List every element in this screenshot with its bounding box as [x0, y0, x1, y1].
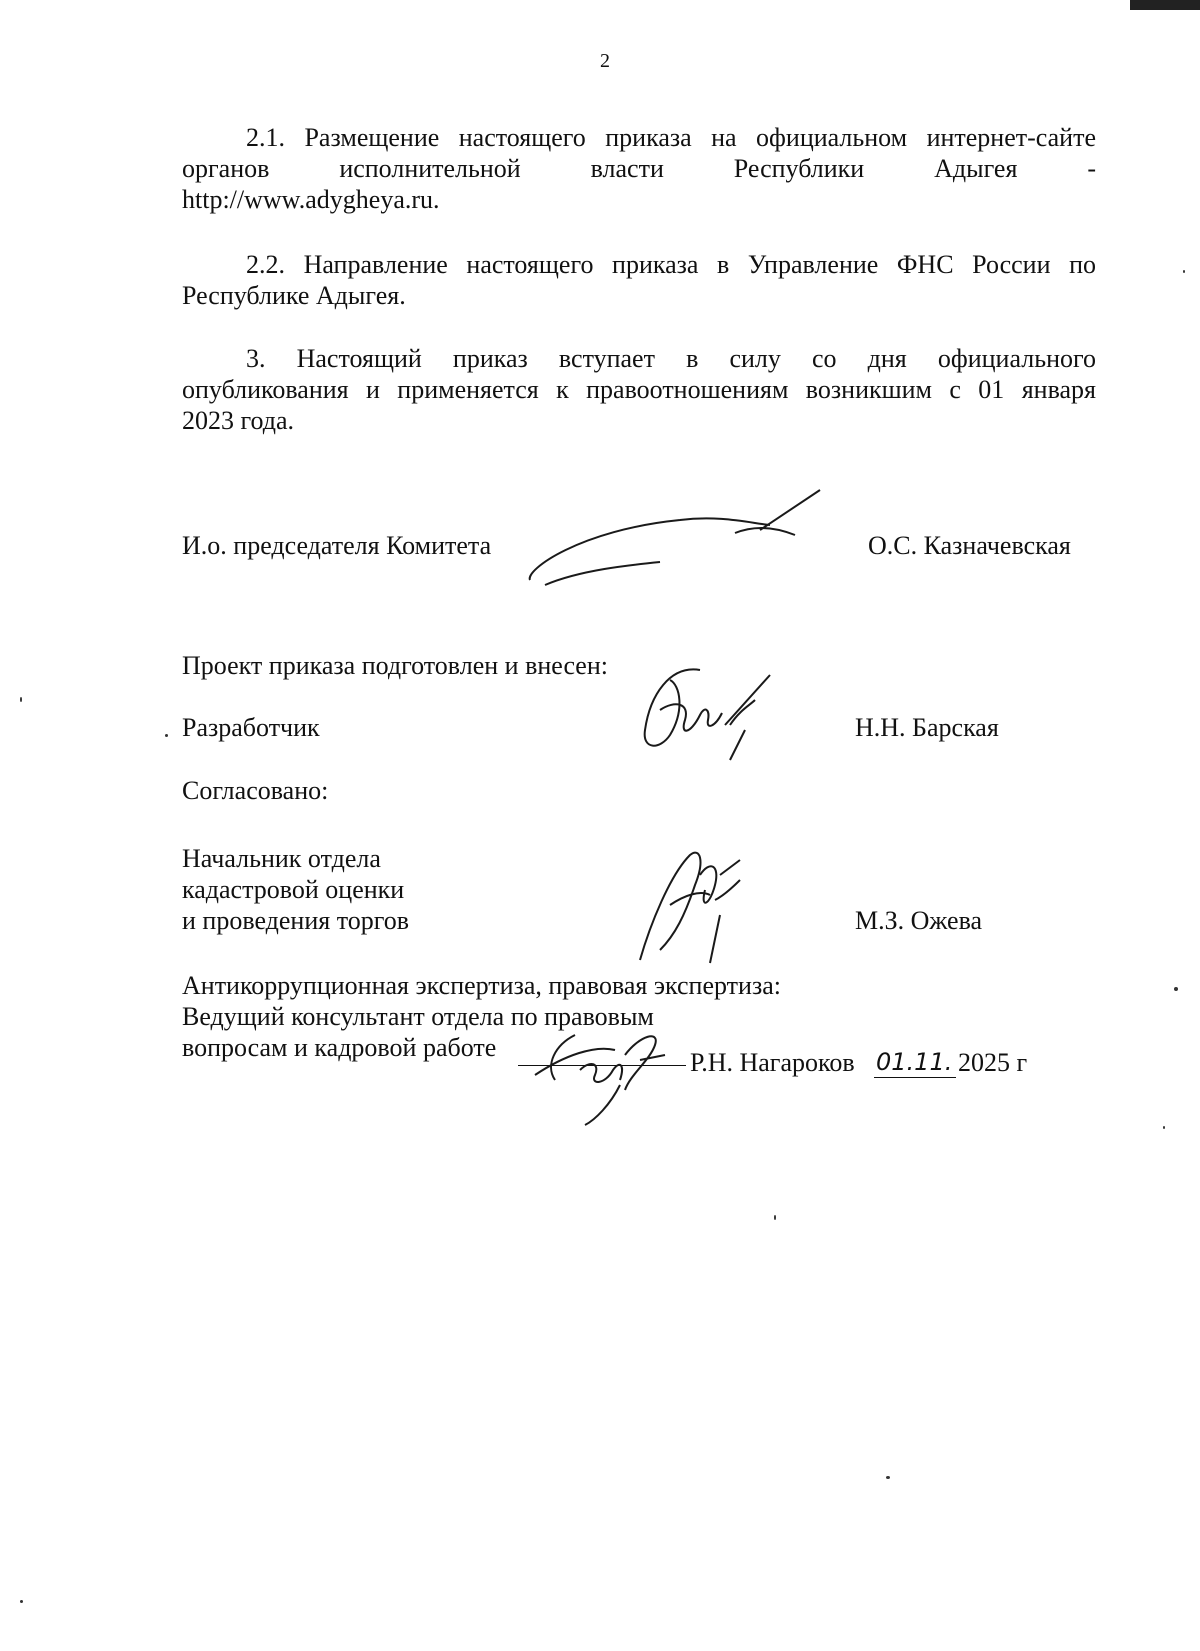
paragraph-3-line-1: 3. Настоящий приказ вступает в силу со дня официального: [246, 344, 1096, 373]
paragraph-3-line-2: опубликования и применяется к правоотношениям возникшим с 01 января: [182, 375, 1096, 404]
scan-speck: [165, 734, 168, 737]
scan-speck: [886, 1476, 890, 1479]
scan-speck: [20, 1600, 23, 1603]
head-dept-name: М.З. Ожева: [855, 906, 983, 935]
consultant-signature: [525, 1025, 685, 1130]
date-underline: [874, 1077, 956, 1078]
head-dept-role-line-3: и проведения торгов: [182, 906, 410, 935]
scan-speck: [20, 697, 22, 702]
head-dept-role-line-1: Начальник отдела: [182, 844, 381, 873]
chair-role: И.о. председателя Комитета: [182, 531, 492, 560]
year-suffix: 2025 г: [958, 1048, 1028, 1077]
head-dept-signature: [630, 845, 760, 965]
developer-name: Н.Н. Барская: [855, 713, 999, 742]
scan-speck: [1163, 1126, 1165, 1129]
head-dept-role-line-2: кадастровой оценки: [182, 875, 405, 904]
consultant-role-line-2: вопросам и кадровой работе: [182, 1033, 497, 1062]
chair-signature: [520, 485, 840, 595]
expertise-label: Антикоррупционная экспертиза, правовая экспертиза:: [182, 971, 781, 1000]
paragraph-3-line-3: 2023 года.: [182, 406, 295, 435]
word: власти: [590, 154, 664, 183]
paragraph-2-1: [182, 122, 1096, 215]
word: -: [1087, 154, 1096, 183]
paragraph-2-2-line-1: 2.2. Направление настоящего приказа в Управление ФНС России по: [246, 250, 1096, 279]
scan-speck: [1174, 987, 1178, 991]
agreed-label: Согласовано:: [182, 776, 329, 805]
paragraph-2-2-line-2: Республике Адыгея.: [182, 281, 406, 310]
word: Адыгея: [934, 154, 1018, 183]
paragraph-3: [182, 343, 1096, 436]
developer-signature: [630, 655, 790, 765]
paragraph-2-1-line-1: 2.1. Размещение настоящего приказа на официальном интернет-сайте: [246, 123, 1096, 152]
consultant-role-line-1: Ведущий консультант отдела по правовым: [182, 1002, 654, 1031]
word: Республики: [733, 154, 865, 183]
consultant-name: Р.Н. Нагароков: [690, 1048, 855, 1077]
developer-role: Разработчик: [182, 713, 320, 742]
scan-edge-mark: [1130, 0, 1200, 10]
word: органов: [182, 154, 270, 183]
scan-speck: [774, 1215, 776, 1220]
paragraph-2-1-line-2: [182, 153, 1096, 184]
paragraph-2-1-line-3: http://www.adygheya.ru.: [182, 185, 440, 214]
word: исполнительной: [339, 154, 521, 183]
chair-name: О.С. Казначевская: [868, 531, 1071, 560]
handwritten-date: 01.11.: [876, 1048, 953, 1076]
paragraph-2-2: [182, 249, 1096, 311]
scan-speck: [1183, 270, 1185, 273]
project-label: Проект приказа подготовлен и внесен:: [182, 651, 608, 680]
page-number: 2: [600, 50, 610, 72]
